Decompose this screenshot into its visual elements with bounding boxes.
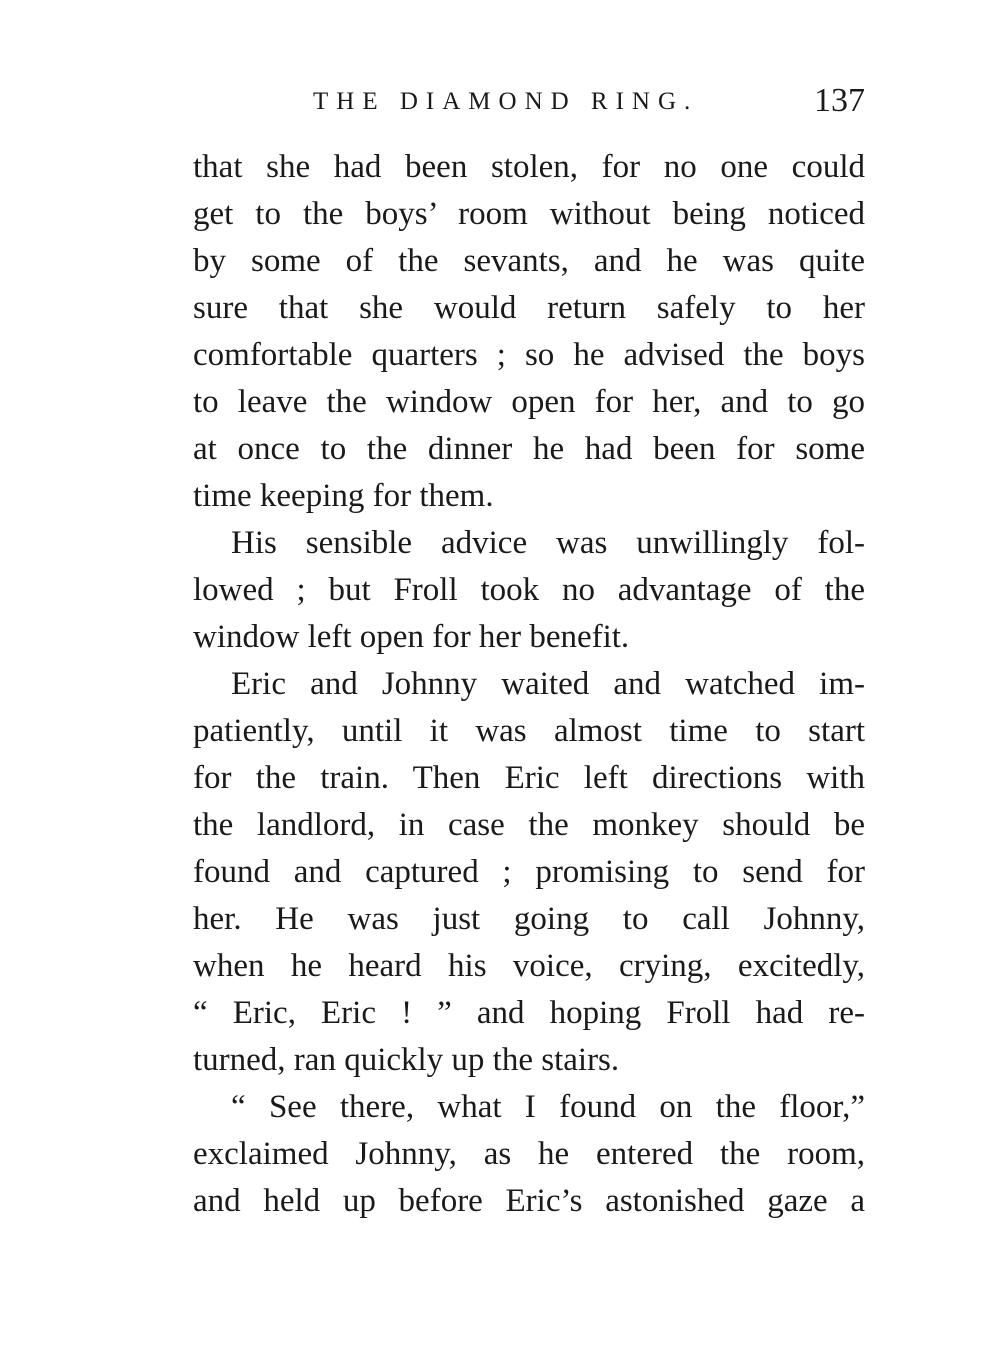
text-line: get to the boys’ room without being noticed (193, 196, 865, 232)
text-line: found and captured ; promising to send for (193, 854, 865, 890)
text-line: lowed ; but Froll took no advantage of the (193, 572, 865, 608)
text-line: time keeping for them. (193, 478, 494, 514)
paragraph-4 (193, 1084, 865, 1225)
book-page (193, 80, 865, 1225)
text-line: His sensible advice was unwillingly fol- (231, 525, 865, 561)
text-line: comfortable quarters ; so he advised the boys (193, 337, 865, 373)
running-header (193, 80, 865, 130)
page-number: 137 (814, 82, 865, 119)
text-line: exclaimed Johnny, as he entered the room, (193, 1136, 865, 1172)
text-line: sure that she would return safely to her (193, 290, 865, 326)
text-line: when he heard his voice, crying, excitedly, (193, 948, 865, 984)
paragraph-3 (193, 661, 865, 1084)
text-line: and held up before Eric’s astonished gaze a (193, 1183, 865, 1219)
paragraph-2 (193, 520, 865, 661)
body-text (193, 144, 865, 1225)
text-line: window left open for her benefit. (193, 619, 630, 655)
text-line: by some of the sevants, and he was quite (193, 243, 865, 279)
text-line: patiently, until it was almost time to start (193, 713, 865, 749)
text-line: to leave the window open for her, and to go (193, 384, 865, 420)
text-line: the landlord, in case the monkey should be (193, 807, 865, 843)
running-title: THE DIAMOND RING. (313, 88, 699, 115)
text-line: “ Eric, Eric ! ” and hoping Froll had re- (193, 995, 865, 1031)
text-line: her. He was just going to call Johnny, (193, 901, 865, 937)
text-line: that she had been stolen, for no one could (193, 149, 865, 185)
text-line: for the train. Then Eric left directions with (193, 760, 865, 796)
text-line: “ See there, what I found on the floor,” (231, 1089, 865, 1125)
text-line: at once to the dinner he had been for some (193, 431, 865, 467)
paragraph-1 (193, 144, 865, 520)
text-line: turned, ran quickly up the stairs. (193, 1042, 620, 1078)
text-line: Eric and Johnny waited and watched im- (231, 666, 865, 702)
